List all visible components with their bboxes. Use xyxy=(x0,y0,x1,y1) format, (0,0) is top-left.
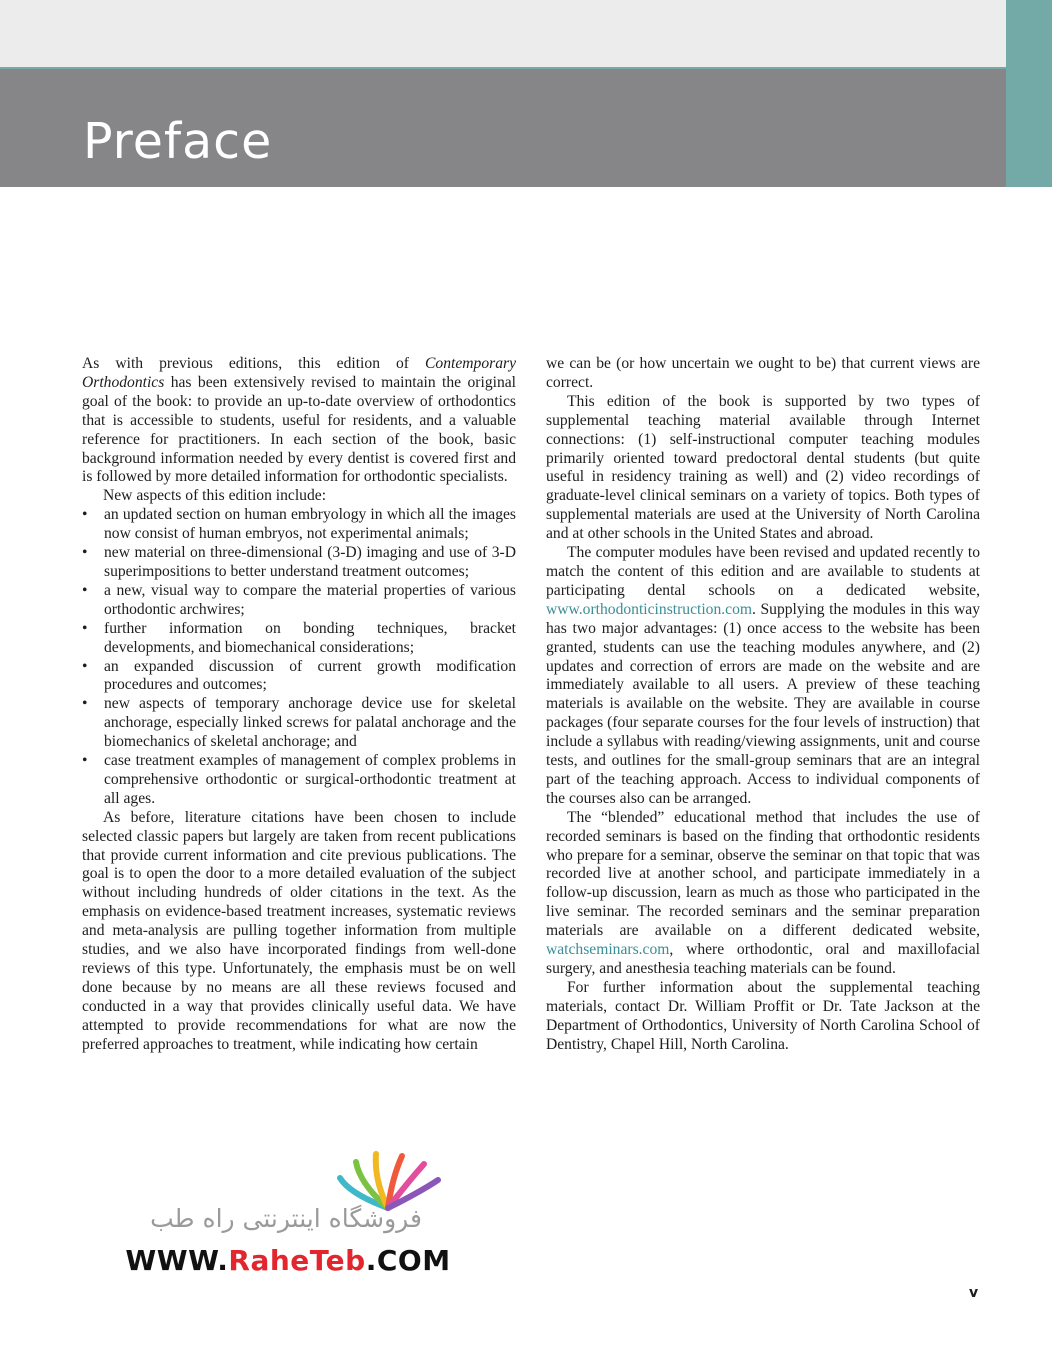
raheteb-watermark xyxy=(118,1148,458,1288)
new-aspects-lead: New aspects of this edition include: xyxy=(103,487,327,505)
teal-edge-strip xyxy=(1006,0,1052,187)
list-item: • an expanded discussion of current growth modification procedures and outcomes; xyxy=(82,658,516,696)
open-book-fan-icon xyxy=(330,1150,446,1212)
top-strip xyxy=(0,0,1006,67)
list-item: • case treatment examples of management of complex problems in comprehensive orthodontic or surgical-orthodontic treatment at all ages. xyxy=(82,752,516,809)
page-number: v xyxy=(969,1285,979,1301)
new-aspects-list xyxy=(82,506,516,809)
watermark-url: WWW.RaheTeb.COM xyxy=(125,1244,451,1277)
continued-paragraph: we can be (or how uncertain we ought to be) that current views are correct. xyxy=(546,355,980,391)
orthodontic-instruction-link[interactable]: www.orthodonticinstruction.com xyxy=(546,600,753,618)
watch-seminars-link[interactable]: watchseminars.com xyxy=(546,941,670,959)
list-item: • further information on bonding techniques, bracket developments, and biomechanical considerations; xyxy=(82,620,516,658)
page-title: Preface xyxy=(83,113,273,170)
citations-paragraph: As before, literature citations have been chosen to include selected classic papers but largely are taken from recent publications that provide current information and cite previous publications. The goal is to open the door to a more detailed evaluation of the subject without including hundreds of older citations in the text. As the emphasis on evidence-based treatment increases, systematic reviews and meta-analysis are pulling together information from multiple studies, and we also have incorporated findings from well-done reviews of this type. Unfortunately, the emphasis must be on well done because by no means are all these reviews focused and conducted in a way that provides clinically useful data. We have attempted to provide recommendations for what are now the preferred approaches to treatment, while indicating how certain xyxy=(82,808,516,1053)
list-item: • an updated section on human embryology in which all the images now consist of human embryos, not experimental animals; xyxy=(82,506,516,544)
list-item: • a new, visual way to compare the material properties of various orthodontic archwires; xyxy=(82,582,516,620)
contact-paragraph: For further information about the supplemental teaching materials, contact Dr. William Proffit or Dr. Tate Jackson at the Department of Orthodontics, University of North Carolina School of Dentistry, Chapel Hill, North Carolina. xyxy=(546,978,980,1053)
list-item: • new aspects of temporary anchorage device use for skeletal anchorage, especially linked screws for palatal anchorage and the biomechanics of skeletal anchorage; and xyxy=(82,695,516,752)
intro-paragraph: As with previous editions, this edition of Contemporary Orthodontics has been extensively revised to maintain the original goal of the book: to provide an up-to-date overview of orthodontics that is accessible to students, useful for residents, and a valuable reference for practitioners. In each section of the book, basic background information needed by every dentist is covered first and is followed by more detailed information for orthodontic specialists. xyxy=(82,355,516,486)
computer-modules-paragraph: The computer modules have been revised and updated recently to match the content of this edition and are available to students at participating dental schools on a dedicated website, www.orthodonticinstruction.com. Supplying the modules in this way has two major advantages: (1) once access to the website has been granted, students can use the teaching modules anywhere, and (2) updates and correction of errors are made on the website and are immediately available to all users. A preview of these teaching materials is available on the website. They are available in course packages (four separate courses for the four levels of instruction) that include a syllabus with reading/viewing assignments, unit and course tests, and outlines for the small-group seminars that are an integral part of the teaching approach. Access to individual components of the courses also can be arranged. xyxy=(546,544,980,807)
left-column xyxy=(82,355,516,1055)
supplemental-material-paragraph: This edition of the book is supported by two types of supplemental teaching material available through Internet connections: (1) self-instructional computer teaching modules primarily oriented toward predoctoral dental students (but quite useful in residency training as well) and (2) video recordings of graduate-level clinical seminars on a variety of topics. Both types of supplemental materials are used at the University of North Carolina and at other schools in the United States and abroad. xyxy=(546,392,980,543)
right-column xyxy=(546,355,980,1055)
header-band xyxy=(0,67,1006,187)
book-title: Contemporary Orthodontics xyxy=(82,355,516,391)
blended-method-paragraph: The “blended” educational method that includes the use of recorded seminars is based on the finding that orthodontic residents who prepare for a seminar, observe the seminar on that topic that was recorded live at another school, and participate immediately in a follow-up discussion, learn as much as those who participated in the live seminar. The recorded seminars and the seminar preparation materials are available on a different dedicated website, watchseminars.com, where orthodontic, oral and maxillofacial surgery, and anesthesia teaching materials can be found. xyxy=(546,808,980,977)
list-item: • new material on three-dimensional (3-D) imaging and use of 3-D superimpositions to better understand treatment outcomes; xyxy=(82,544,516,582)
watermark-persian-text: فروشگاه اینترنتی راه طب xyxy=(150,1204,422,1233)
